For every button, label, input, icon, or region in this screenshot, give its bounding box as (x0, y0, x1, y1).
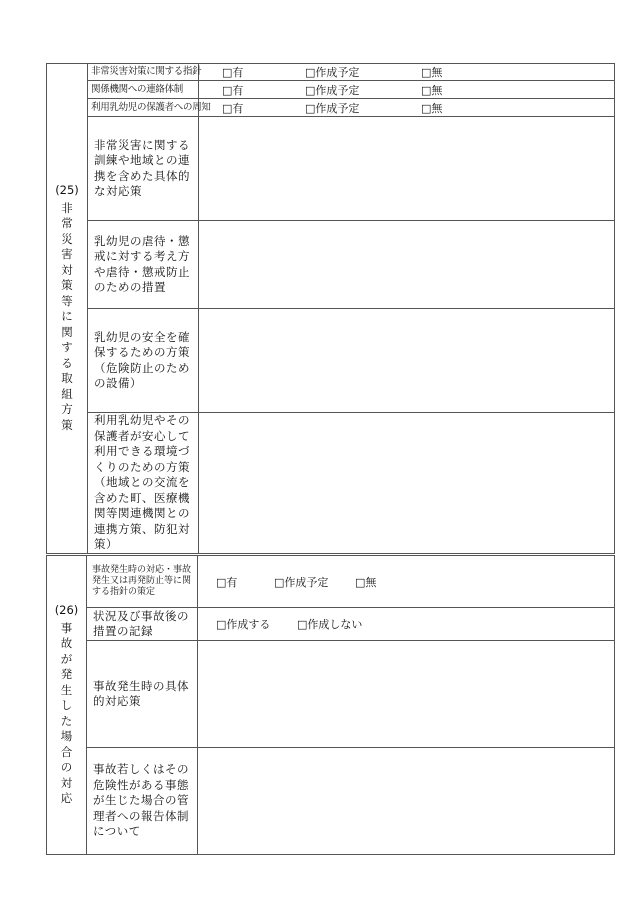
row-accident-response-label: 事故発生時の具体的対応策 (87, 641, 198, 748)
row-environment-label: 利用乳幼児やその保護者が安心して利用できる環境づくりのための方策（地域との交流を含めた町、医療機関等関連機関との連携方策、防犯対策） (88, 413, 199, 554)
section-25-heading (47, 64, 88, 554)
row-environment-answer[interactable] (199, 413, 615, 554)
section-26-table (46, 555, 615, 855)
option-no-checkbox[interactable]: □無 (421, 83, 443, 97)
option-not-create-checkbox[interactable]: □作成しない (297, 618, 363, 631)
row-contact-system-options (199, 81, 615, 99)
row-disaster-guideline-options (199, 64, 615, 81)
section-25-number: (25) (55, 183, 79, 198)
row-accident-record-label: 状況及び事故後の措置の記録 (87, 608, 198, 641)
row-accident-record-options (198, 608, 615, 641)
row-report-system-label: 事故若しくはその危険性がある事態が生じた場合の管理者への報告体制について (87, 748, 198, 855)
option-no-checkbox[interactable]: □無 (355, 575, 377, 589)
row-contact-system-label: 関係機関への連絡体制 (88, 81, 199, 99)
option-yes-checkbox[interactable]: □有 (222, 83, 244, 97)
option-yes-checkbox[interactable]: □有 (216, 575, 238, 589)
section-26-number: (26) (54, 603, 79, 618)
option-no-checkbox[interactable]: □無 (421, 66, 443, 79)
row-accident-guideline-label: 事故発生時の対応・事故発生又は再発防止等に関する指針の策定 (87, 556, 198, 608)
section-25-title: 非常災害対策等に関する取組方策 (61, 200, 73, 432)
section-26-heading (47, 556, 87, 855)
row-abuse-prevention-label: 乳幼児の虐待・懲戒に対する考え方や虐待・懲戒防止のための措置 (88, 221, 199, 309)
row-disaster-training-answer[interactable] (199, 117, 615, 221)
row-disaster-guideline-label: 非常災害対策に関する指針 (88, 64, 199, 81)
row-abuse-prevention-answer[interactable] (199, 221, 615, 309)
option-planned-checkbox[interactable]: □作成予定 (274, 575, 329, 589)
row-safety-measures-answer[interactable] (199, 309, 615, 413)
option-planned-checkbox[interactable]: □作成予定 (305, 66, 360, 79)
row-accident-guideline-options (198, 556, 615, 608)
row-accident-response-answer[interactable] (198, 641, 615, 748)
option-planned-checkbox[interactable]: □作成予定 (305, 83, 360, 97)
option-planned-checkbox[interactable]: □作成予定 (305, 101, 360, 115)
section-25-table (46, 63, 615, 554)
option-yes-checkbox[interactable]: □有 (222, 101, 244, 115)
row-guardian-notice-label: 利用乳幼児の保護者への周知 (88, 99, 199, 117)
row-safety-measures-label: 乳幼児の安全を確保するための方策（危険防止のための設備） (88, 309, 199, 413)
row-guardian-notice-options (199, 99, 615, 117)
row-report-system-answer[interactable] (198, 748, 615, 855)
option-create-checkbox[interactable]: □作成する (216, 618, 271, 631)
section-26-title: 事故が発生した場合の対応 (60, 620, 73, 806)
option-no-checkbox[interactable]: □無 (421, 101, 443, 115)
row-disaster-training-label: 非常災害に関する訓練や地域との連携を含めた具体的な対応策 (88, 117, 199, 221)
option-yes-checkbox[interactable]: □有 (222, 66, 244, 79)
